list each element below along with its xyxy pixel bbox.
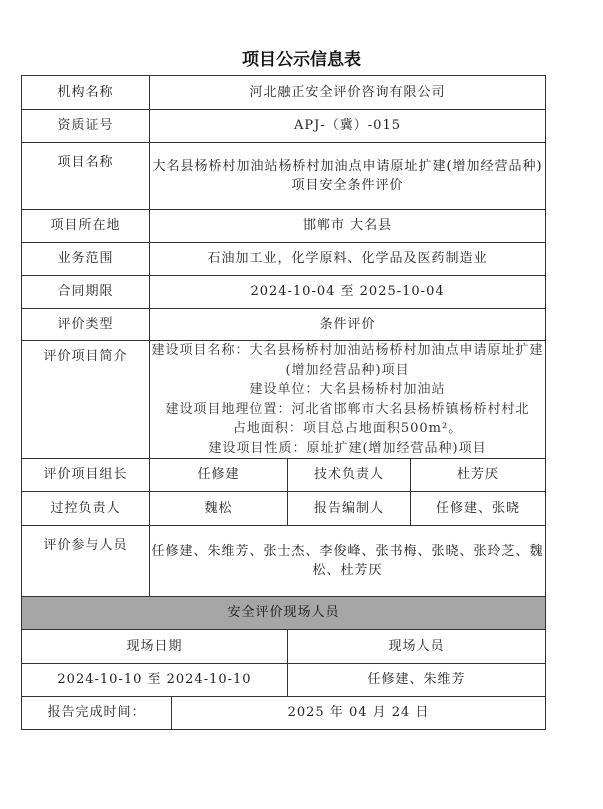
row-project	[22, 143, 546, 210]
project-value: 大名县杨桥村加油站杨桥村加油点申请原址扩建(增加经营品种)项目安全条件评价	[150, 143, 546, 210]
scope-value: 石油加工业，化学原料、化学品及医药制造业	[150, 243, 546, 276]
cert-label: 资质证号	[22, 110, 150, 143]
site-staff-header: 现场人员	[288, 630, 546, 664]
intro-line: 建设项目名称：大名县杨桥村加油站杨桥村加油点申请原址扩建(增加经营品种)项目	[151, 343, 544, 378]
eval-type-value: 条件评价	[150, 309, 546, 341]
row-completion	[22, 697, 546, 730]
row-contract	[22, 276, 546, 309]
tech-lead-label: 技术负责人	[288, 459, 411, 492]
intro-line: 建设项目性质：原址扩建(增加经营品种)项目	[208, 440, 487, 456]
leader-label: 评价项目组长	[22, 459, 150, 492]
page-title: 项目公示信息表	[242, 50, 361, 70]
row-site-headers	[22, 630, 546, 664]
control-label: 过控负责人	[22, 492, 150, 526]
org-value: 河北融正安全评价咨询有限公司	[150, 76, 546, 110]
leader-value: 任修建	[150, 459, 288, 492]
info-table	[21, 75, 546, 730]
site-date-header: 现场日期	[22, 630, 288, 664]
row-leader	[22, 459, 546, 492]
eval-type-label: 评价类型	[22, 309, 150, 341]
row-control	[22, 492, 546, 526]
intro-line: 占地面积：项目总占地面积500m²。	[232, 421, 463, 436]
completion-label: 报告完成时间：	[22, 697, 172, 730]
intro-text	[150, 341, 546, 459]
intro-label: 评价项目简介	[22, 341, 150, 459]
control-value: 魏松	[150, 492, 288, 526]
contract-value: 2024-10-04 至 2025-10-04	[150, 276, 546, 309]
row-site-section	[22, 597, 546, 630]
row-intro	[22, 341, 546, 459]
report-author-label: 报告编制人	[288, 492, 411, 526]
scope-label: 业务范围	[22, 243, 150, 276]
cert-value: APJ-（冀）-015	[150, 110, 546, 143]
tech-lead-value: 杜芳厌	[411, 459, 546, 492]
project-label: 项目名称	[22, 143, 150, 210]
site-section-title: 安全评价现场人员	[22, 597, 546, 630]
row-eval-type	[22, 309, 546, 341]
site-staff-value: 任修建、朱维芳	[288, 664, 546, 697]
row-scope	[22, 243, 546, 276]
org-label: 机构名称	[22, 76, 150, 110]
contract-label: 合同期限	[22, 276, 150, 309]
site-date-value: 2024-10-10 至 2024-10-10	[22, 664, 288, 697]
members-label: 评价参与人员	[22, 526, 150, 597]
members-value: 任修建、朱维芳、张士杰、李俊峰、张书梅、张晓、张玲芝、魏松、杜芳厌	[150, 526, 546, 597]
row-members	[22, 526, 546, 597]
row-org	[22, 76, 546, 110]
row-site-values	[22, 664, 546, 697]
location-value: 邯郸市 大名县	[150, 210, 546, 243]
location-label: 项目所在地	[22, 210, 150, 243]
intro-line: 建设单位：大名县杨桥村加油站	[249, 382, 446, 397]
intro-line: 建设项目地理位置：河北省邯郸市大名县杨桥镇杨桥村村北	[165, 401, 530, 417]
row-location	[22, 210, 546, 243]
completion-value: 2025 年 04 月 24 日	[172, 697, 546, 730]
row-cert	[22, 110, 546, 143]
report-author-value: 任修建、张晓	[411, 492, 546, 526]
